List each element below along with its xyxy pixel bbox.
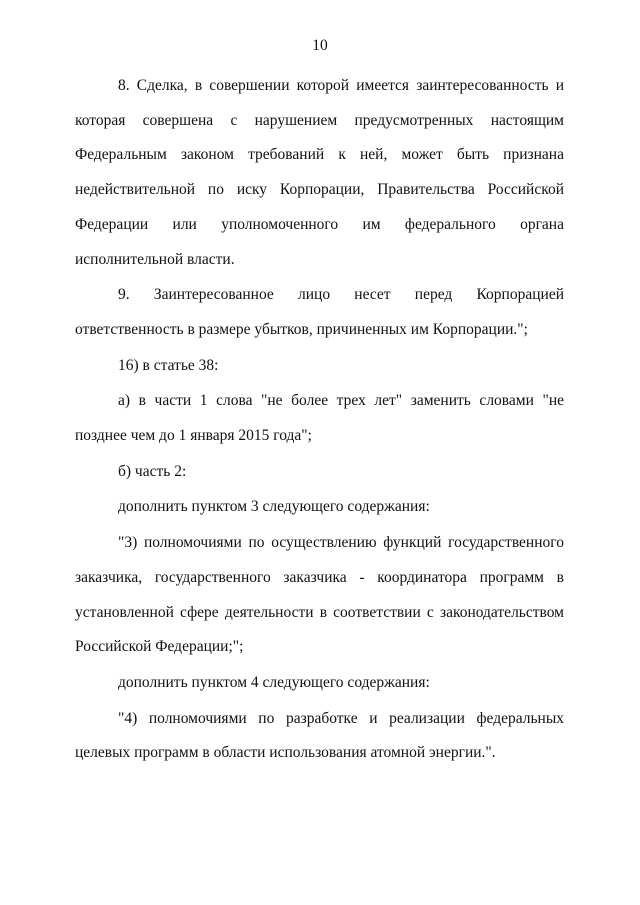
paragraph-a-part-1: а) в части 1 слова "не более трех лет" заменить словами "не позднее чем до 1 января 2015 года";	[75, 392, 564, 445]
paragraph-9: 9. Заинтересованное лицо несет перед Корпорацией ответственность в размере убытков, причиненных им Корпорации.";	[75, 286, 564, 338]
paragraph-8: 8. Сделка, в совершении которой имеется заинтересованность и которая совершена с нарушением предусмотренных настоящим Федеральным законом требований к ней, может быть признана недействительной по иску Корпорации, Правительства Российской Федерации или уполномоченного им федерального органа исполнительной власти.	[75, 77, 564, 268]
paragraph-add-point-3: дополнить пунктом 3 следующего содержания:	[118, 498, 430, 516]
paragraph-16-article-38: 16) в статье 38:	[118, 356, 219, 374]
document-body	[75, 69, 564, 771]
paragraph-add-point-4: дополнить пунктом 4 следующего содержания:	[118, 673, 430, 691]
paragraph-point-3-text: "3) полномочиями по осуществлению функций государственного заказчика, государственного заказчика - координатора программ в установленной сфере деятельности в соответствии с законодательством Российской Федерации;";	[75, 534, 564, 656]
paragraph-b-part-2: б) часть 2:	[118, 462, 187, 480]
paragraph-point-4-text: "4) полномочиями по разработке и реализации федеральных целевых программ в области использования атомной энергии.".	[75, 709, 564, 762]
page-number: 10	[312, 37, 328, 54]
